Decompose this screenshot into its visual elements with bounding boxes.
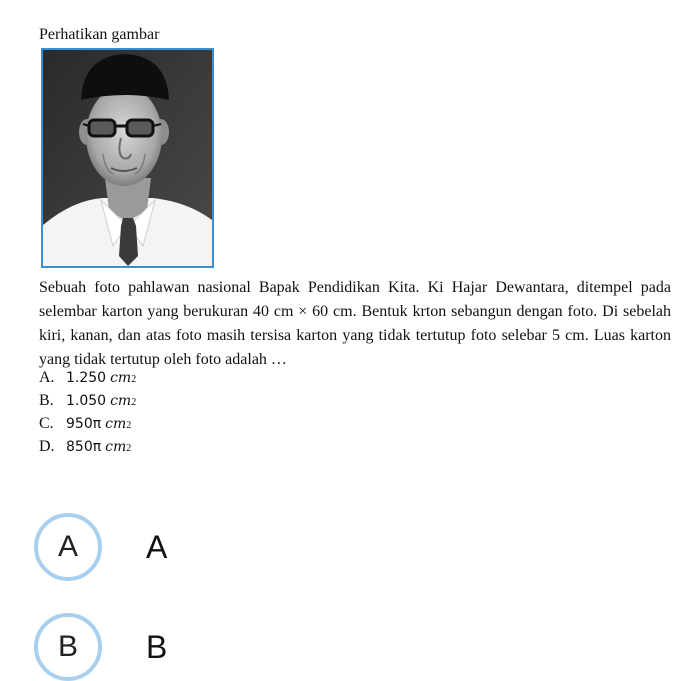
intro-text: Perhatikan gambar: [39, 26, 160, 43]
option-b: B. 1.050 cm 2: [39, 389, 136, 412]
answer-choice-a[interactable]: [34, 513, 167, 581]
option-letter: C.: [39, 415, 54, 432]
answer-badge[interactable]: A: [34, 513, 102, 581]
answer-badge[interactable]: B: [34, 613, 102, 681]
answer-choice-b[interactable]: [34, 613, 167, 681]
option-c: C. 950π cm 2: [39, 412, 136, 435]
option-letter: A.: [39, 369, 55, 386]
option-a: A. 1.250 cm 2: [39, 366, 136, 389]
answer-label[interactable]: B: [146, 628, 168, 665]
portrait-photo-icon: [43, 50, 212, 266]
option-unit: cm: [110, 370, 132, 386]
option-d: D. 850π cm 2: [39, 435, 136, 458]
option-unit: cm: [105, 416, 127, 432]
hero-photo: [41, 48, 214, 268]
option-unit: cm: [110, 393, 132, 409]
option-value: 950π: [66, 416, 102, 432]
option-list: [39, 366, 136, 458]
option-letter: B.: [39, 392, 54, 409]
option-unit: cm: [105, 439, 127, 455]
option-value: 850π: [66, 439, 102, 455]
option-value: 1.050: [66, 393, 107, 409]
answer-label[interactable]: A: [146, 528, 168, 565]
option-letter: D.: [39, 438, 55, 455]
option-value: 1.250: [66, 370, 107, 386]
question-text: Sebuah foto pahlawan nasional Bapak Pendidikan Kita. Ki Hajar Dewantara, ditempel pada selembar karton yang berukuran 40 cm × 60 cm. Bentuk krton sebangun dengan foto. Di sebelah kiri, kanan, dan atas foto masih tersisa karton yang tidak tertutup foto selebar 5 cm. Luas karton yang tidak tertutup oleh foto adalah …: [39, 279, 671, 368]
